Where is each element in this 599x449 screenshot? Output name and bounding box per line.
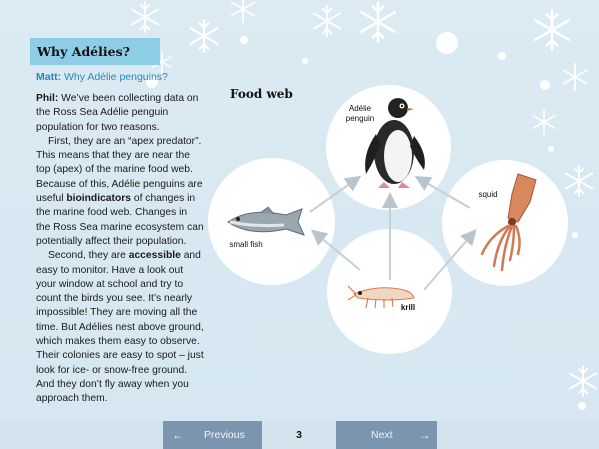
term-bioindicators: bioindicators [66,193,131,205]
previous-label: Previous [204,429,245,441]
fish-icon [220,205,312,239]
next-button[interactable] [336,421,437,449]
answer-paragraph-3a: Second, they are [48,250,129,262]
arrow-krill-to-squid [424,232,474,290]
label-penguin: Adélie penguin [345,104,375,123]
term-accessible: accessible [128,250,181,262]
label-fish: small fish [229,240,263,249]
food-web-title: Food web [230,87,293,101]
section-title: Why Adélies? [30,38,160,65]
arrow-krill-to-fish [314,232,360,270]
answer-speaker: Phil: [36,93,59,104]
label-krill: krill [400,303,416,312]
question-speaker: Matt: [36,71,62,83]
answer-paragraph-2a: First, they are an “apex predator”. This means that they are near the top (apex) of the marine food web. Because of this, Adélie penguins are useful [36,135,203,205]
next-label: Next [371,429,393,441]
squid-icon [474,170,544,274]
answer-paragraph-2c: of changes in the marine food web. Changes in the Ross Sea marine ecosystem can potentially affect their population. [36,193,204,247]
arrow-left-icon: ← [172,428,184,442]
arrow-right-icon: → [418,428,431,442]
answer-paragraph-1: We’ve been collecting data on the Ross Sea Adélie penguin population for two reasons. [36,93,199,133]
question-text: Why Adélie penguins? [61,71,168,83]
pagination-bar [0,421,599,449]
page-number: 3 [262,421,336,449]
label-squid: squid [478,190,498,199]
previous-button[interactable] [163,421,262,449]
arrow-fish-to-penguin [310,178,358,212]
answer-paragraph-3c: and easy to monitor. Have a look out your window at school and try to count the birds you see. It’s nearly impossible! They are moving all the time. But Adélies nest above ground, which makes them easy to observe. Their colonies are easy to spot – just look for ice- or snow-free ground. And they don’t fly away when you approach them. [36,250,204,405]
